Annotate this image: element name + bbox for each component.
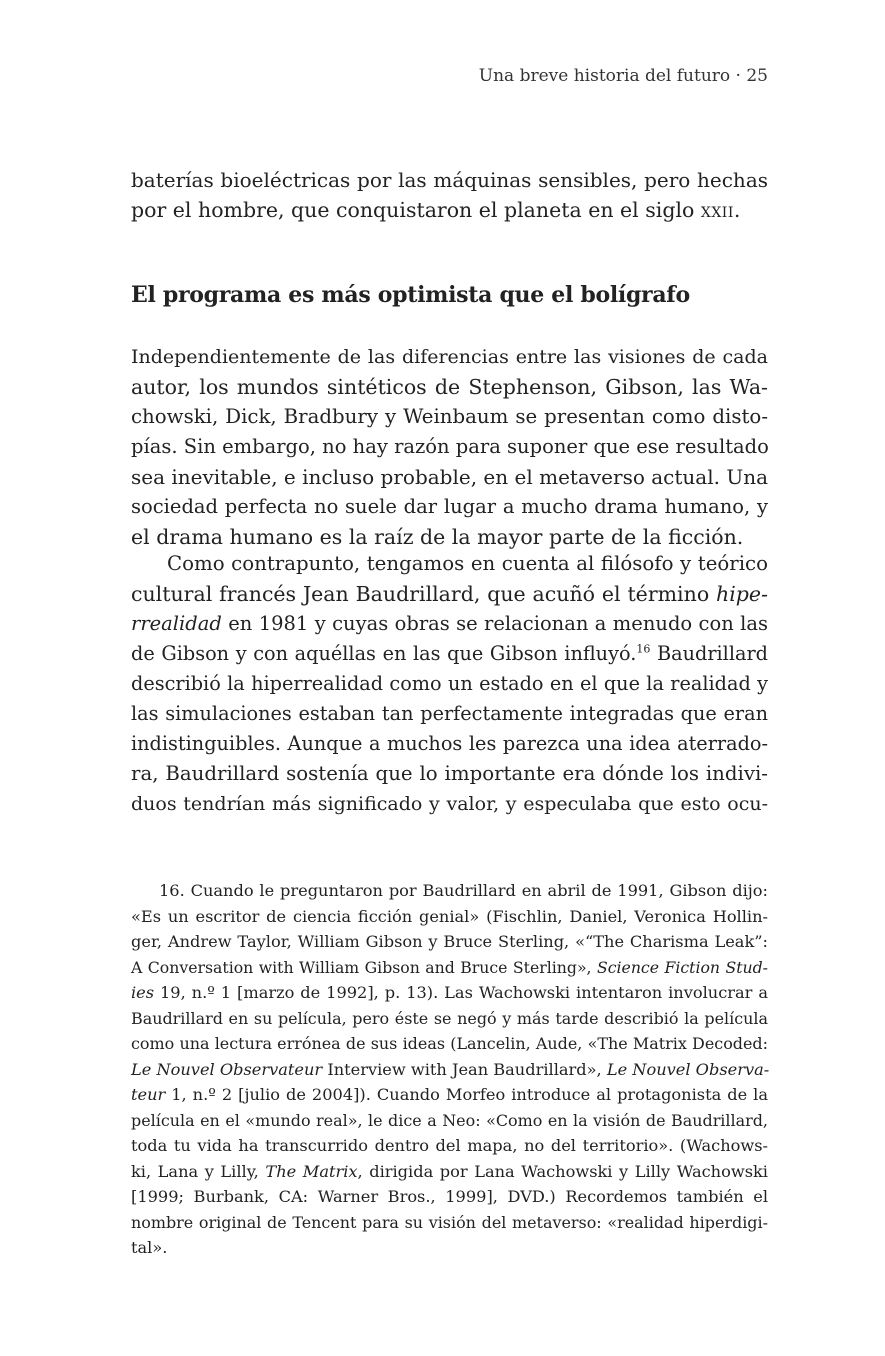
opening-paragraph xyxy=(131,165,768,225)
footnote-line: como una lectura errónea de sus ideas (Lancelin, Aude, «The Matrix Decoded: xyxy=(131,1034,768,1053)
footnote-line: toda tu vida ha transcurrido dentro del mapa, no del territorio». (Wachows- xyxy=(131,1136,768,1155)
century-numeral: xxii. xyxy=(700,198,741,222)
footnote-line: tal». xyxy=(131,1238,168,1257)
footnote-line: ki, Lana y Lilly, The Matrix, dirigida por Lana Wachowski y Lilly Wachowski xyxy=(131,1161,768,1181)
footnote-line: «Es un escritor de ciencia ficción genial» (Fischlin, Daniel, Veronica Hollin- xyxy=(131,906,768,926)
footnote-line: teur 1, n.º 2 [julio de 2004]). Cuando Morfeo introduce al protagonista de la xyxy=(131,1085,768,1104)
text-line: pías. Sin embargo, no hay razón para suponer que ese resultado xyxy=(131,435,769,458)
text-line: ra, Baudrillard sostenía que lo importante era dónde los indivi- xyxy=(131,762,768,785)
text-line: cultural francés Jean Baudrillard, que acuñó el término hipe- xyxy=(131,582,768,606)
text-line: chowski, Dick, Bradbury y Weinbaum se presentan como disto- xyxy=(131,405,768,428)
text-line: indistinguibles. Aunque a muchos les parezca una idea aterrado- xyxy=(131,732,768,755)
footnote-ref: 16 xyxy=(636,642,651,656)
text-line: autor, los mundos sintéticos de Stephenson, Gibson, las Wa- xyxy=(131,375,768,399)
running-head: Una breve historia del futuro · 25 xyxy=(478,66,768,86)
footnote-line: película en el «mundo real», le dice a Neo: «Como en la visión de Baudrillard, xyxy=(131,1110,768,1130)
text-line: sea inevitable, e incluso probable, en el metaverso actual. Una xyxy=(131,465,768,489)
text-line: baterías bioeléctricas por las máquinas sensibles, pero hechas xyxy=(131,168,768,192)
text-line: rrealidad en 1981 y cuyas obras se relacionan a menudo con las xyxy=(131,612,768,635)
text-line: sociedad perfecta no suele dar lugar a mucho drama humano, y xyxy=(131,495,768,518)
text-line: duos tendrían más significado y valor, y especulaba que esto ocu- xyxy=(131,793,768,815)
text-line: Independientemente de las diferencias entre las visiones de cada xyxy=(131,346,768,368)
footnote-line: Le Nouvel Observateur Interview with Jean Baudrillard», Le Nouvel Observa- xyxy=(131,1059,770,1079)
footnote-line: Baudrillard en su película, pero éste se negó y más tarde describió la película xyxy=(131,1008,768,1028)
section-heading: El programa es más optimista que el bolígrafo xyxy=(131,282,690,308)
text-line: por el hombre, que conquistaron el planeta en el siglo xxii. xyxy=(131,198,741,222)
footnote-line: A Conversation with William Gibson and Bruce Sterling», Science Fiction Stud- xyxy=(131,957,768,977)
footnote-line: nombre original de Tencent para su visión del metaverso: «realidad hiperdigi- xyxy=(131,1212,768,1232)
text-line: el drama humano es la raíz de la mayor parte de la ficción. xyxy=(131,525,744,549)
body-paragraph-1 xyxy=(131,342,768,552)
footnote xyxy=(131,878,768,1261)
body-paragraph-2 xyxy=(131,549,768,819)
text-line: Como contrapunto, tengamos en cuenta al filósofo y teórico xyxy=(167,552,768,575)
text-line: las simulaciones estaban tan perfectamente integradas que eran xyxy=(131,702,768,725)
footnote-line: ger, Andrew Taylor, William Gibson y Bruce Sterling, «“The Charisma Leak”: xyxy=(131,932,768,951)
footnote-line: 16. Cuando le preguntaron por Baudrillard en abril de 1991, Gibson dijo: xyxy=(159,881,768,900)
text-line: describió la hiperrealidad como un estado en el que la realidad y xyxy=(131,672,768,695)
footnote-line: ies 19, n.º 1 [marzo de 1992], p. 13). Las Wachowski intentaron involucrar a xyxy=(131,983,768,1002)
footnote-line: [1999; Burbank, CA: Warner Bros., 1999], DVD.) Recordemos también el xyxy=(131,1187,768,1206)
text-line: de Gibson y con aquéllas en las que Gibson influyó.$^{16}$ Baudrillard xyxy=(131,642,768,665)
